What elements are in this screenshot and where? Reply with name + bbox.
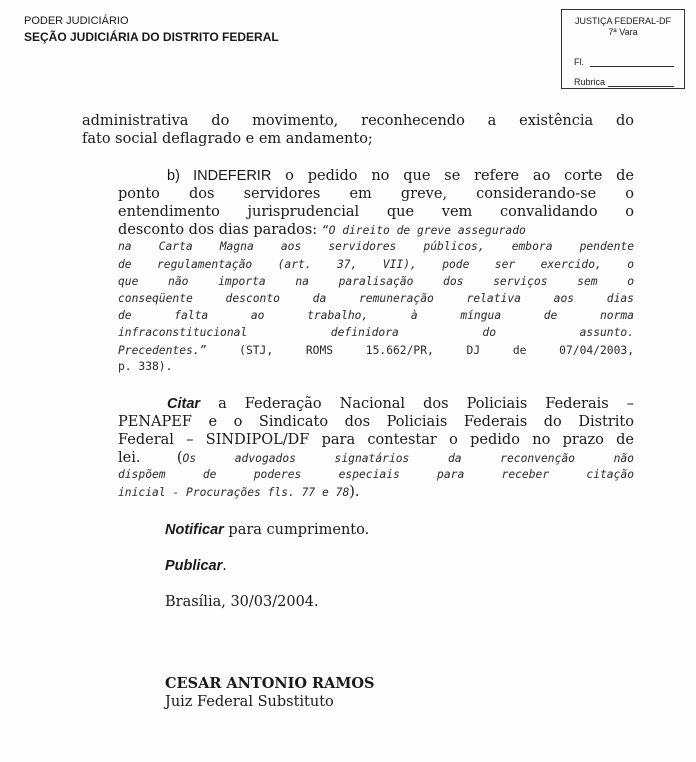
quote-line-1: “O direito de greve assegurado (321, 224, 526, 237)
stamp-court: JUSTIÇA FEDERAL-DF (574, 16, 671, 26)
item-prefix: b) (167, 168, 194, 184)
citation-line-2: p. 338). (118, 360, 173, 373)
signature-name: CESAR ANTONIO RAMOS (165, 675, 375, 692)
stamp-rubrica-label: Rubrica (574, 77, 606, 87)
note-line-3-text: inicial - Procurações fls. 77 e 78 (118, 486, 350, 499)
stamp-fl-line (590, 66, 674, 67)
publicar-label: Publicar (165, 558, 223, 574)
citar-label: Citar (167, 396, 201, 412)
signature-title: Juiz Federal Substituto (165, 694, 334, 710)
quote-line-4: que não importa na paralisação dos serviços sem o (118, 275, 634, 288)
para2-line-4-start: desconto dos dias parados: (118, 222, 322, 238)
para2-line-3: entendimento jurisprudencial que vem convalidando o (118, 204, 634, 220)
para1-line-2: fato social deflagrado e em andamento; (82, 131, 373, 147)
note-line-3 (118, 483, 360, 502)
quote-line-8 (118, 341, 634, 360)
header-line-1: PODER JUDICIÁRIO (24, 15, 129, 27)
note-line-1: Os advogados signatários da reconvenção não (182, 452, 634, 465)
para3-line-2: PENAPEF e o Sindicato dos Policiais Federais do Distrito (118, 414, 634, 430)
para3-line-4-start: lei. ( (118, 450, 183, 466)
publicar-rest: . (222, 558, 227, 574)
para3-line-1 (167, 395, 634, 413)
para2-line-1-rest: o pedido no que se refere ao corte de (271, 168, 635, 184)
stamp-vara: 7ª Vara (608, 27, 638, 37)
quote-end: Precedentes.” (118, 344, 207, 357)
stamp-fl-label: Fl. (574, 57, 584, 67)
para2-line-1 (167, 167, 634, 185)
quote-line-2: na Carta Magna aos servidores públicos, embora pendente (118, 240, 634, 253)
note-line-2: dispõem de poderes especiais para receber citação (118, 468, 634, 481)
date-line: Brasília, 30/03/2004. (165, 594, 319, 610)
citation-line-1: (STJ, ROMS 15.662/PR, DJ de 07/04/2003, (206, 344, 634, 357)
para3-line-3: Federal – SINDIPOL/DF para contestar o pedido no prazo de (118, 432, 634, 448)
stamp-rubrica-line (608, 86, 674, 87)
page-stamp-box (561, 9, 685, 89)
quote-line-3: de regulamentação (art. 37, VII), pode ser exercido, o (118, 258, 634, 271)
para2-line-2: ponto dos servidores em greve, considerando-se o (118, 186, 634, 202)
para1-line-1: administrativa do movimento, reconhecendo a existência do (82, 113, 634, 129)
header-line-2: SEÇÃO JUDICIÁRIA DO DISTRITO FEDERAL (24, 30, 279, 44)
court-header (24, 13, 279, 45)
notificar-line (165, 521, 369, 539)
quote-line-7: infraconstitucional definidora do assunto. (118, 326, 634, 339)
quote-line-5: conseqüente desconto da remuneração relativa aos dias (118, 292, 634, 305)
notificar-rest: para cumprimento. (223, 522, 370, 538)
publicar-line (165, 557, 227, 575)
quote-line-6: de falta ao trabalho, à míngua de norma (118, 309, 634, 322)
indeferir-label: INDEFERIR (193, 168, 272, 184)
para3-line-1-rest: a Federação Nacional dos Policiais Federais – (200, 396, 634, 412)
notificar-label: Notificar (165, 522, 224, 538)
note-end: ). (349, 484, 360, 500)
